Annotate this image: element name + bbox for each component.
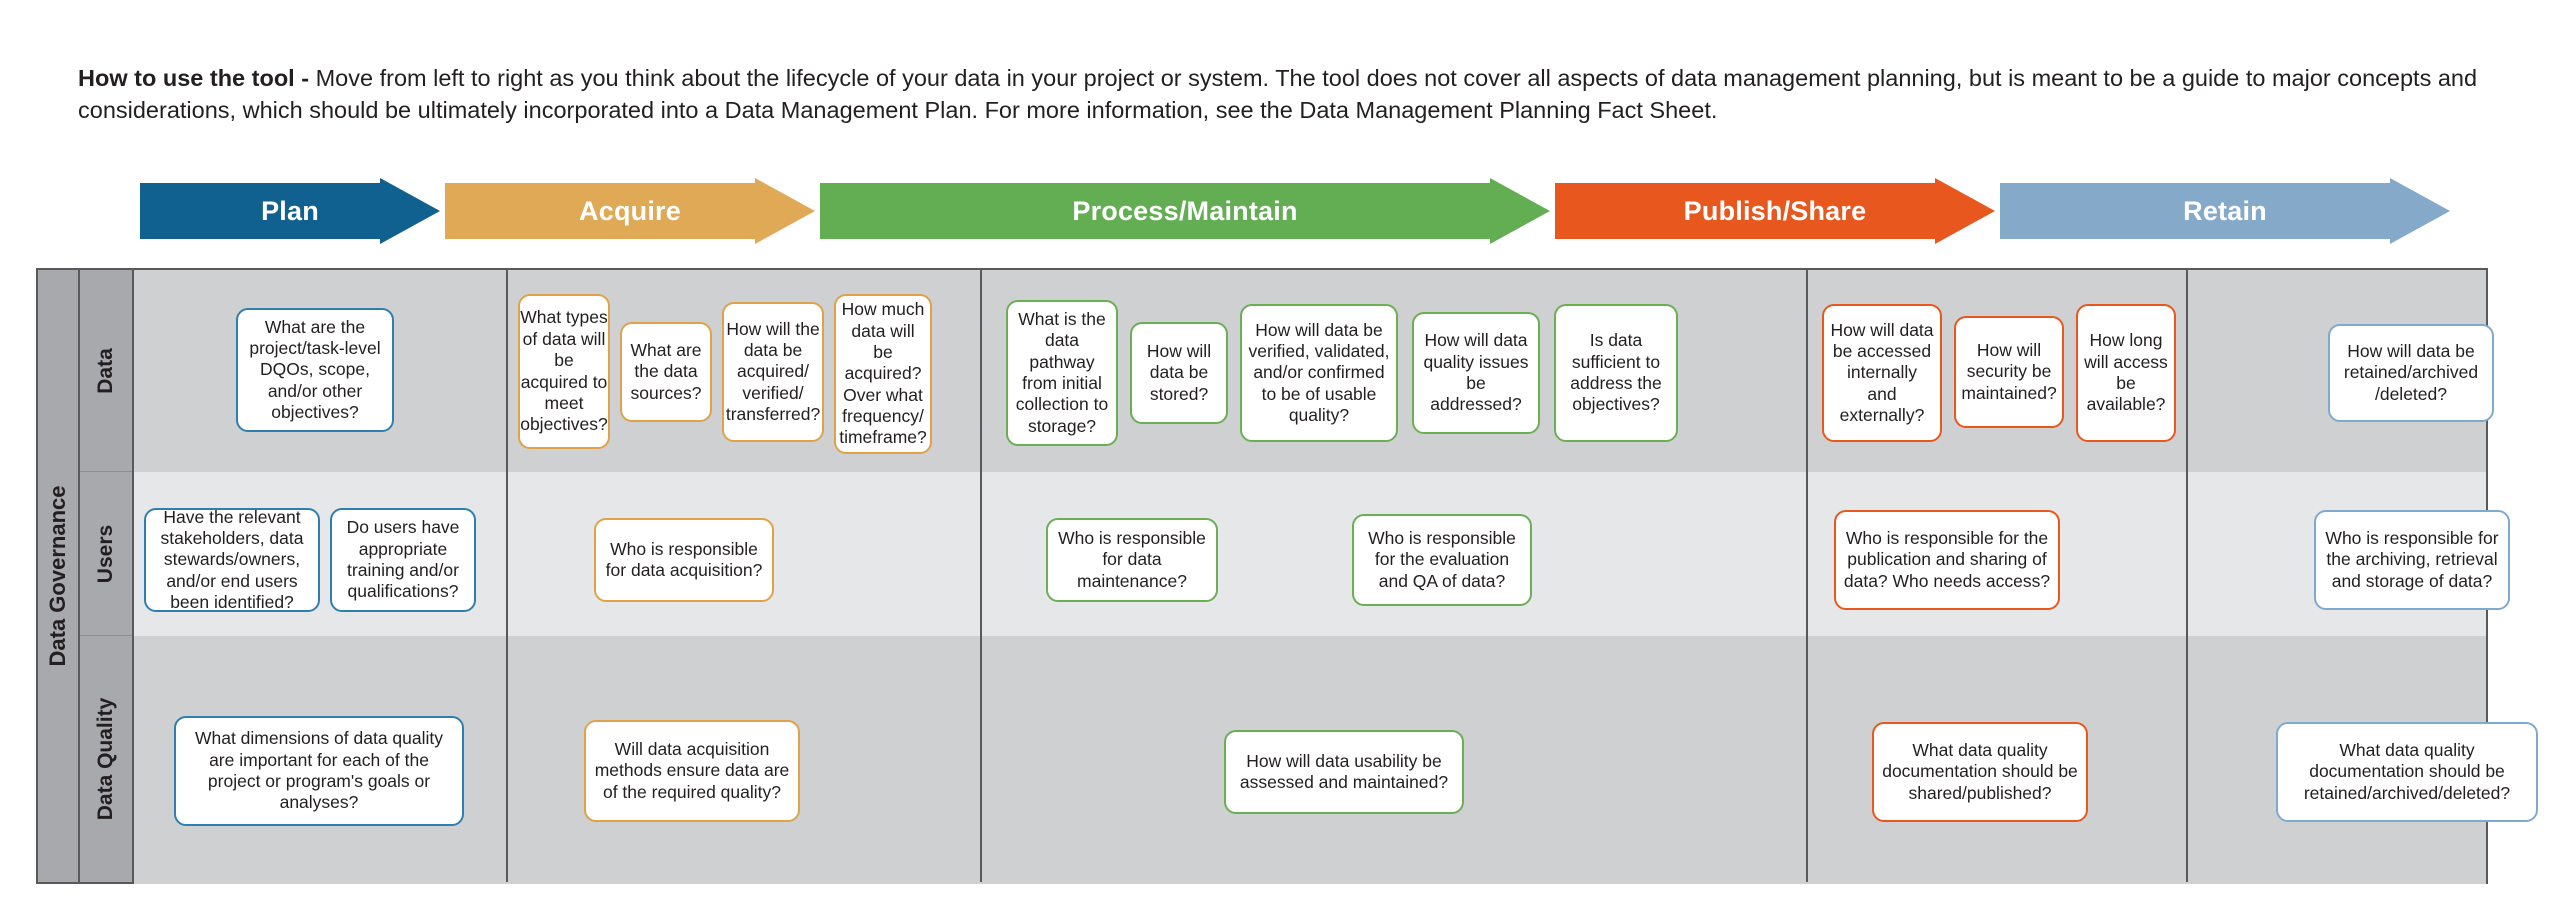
card-text: Who is responsible for the archiving, retrieval and storage of data? (2325, 527, 2499, 591)
question-cards (134, 270, 2511, 882)
axis-label-data-governance (38, 270, 80, 882)
card-data-process-3[interactable] (1240, 304, 1398, 442)
card-text: What types of data will be acquired to meet objectives? (520, 307, 608, 435)
card-text: How will data usability be assessed and maintained? (1239, 750, 1449, 792)
arrow-head (380, 178, 440, 244)
card-text: Who is responsible for data maintenance? (1058, 527, 1206, 591)
card-data-publish-2[interactable] (1954, 316, 2064, 428)
lifecycle-matrix (36, 268, 2511, 884)
card-data-acquire-1[interactable] (518, 294, 610, 449)
card-text: Who is responsible for the publication and sharing of data? Who needs access? (1843, 527, 2051, 591)
card-data-retain-1[interactable] (2328, 324, 2494, 422)
card-quality-acquire-1[interactable] (584, 720, 800, 822)
card-data-process-4[interactable] (1412, 312, 1540, 434)
card-text: Who is responsible for data acquisition? (605, 538, 763, 580)
card-data-process-2[interactable] (1130, 322, 1228, 424)
row-label-column (80, 270, 134, 882)
card-text: How will data quality issues be addressed? (1423, 330, 1529, 415)
arrow-head (755, 178, 815, 244)
intro-text: Move from left to right as you think about the lifecycle of your data in your project or system. The tool does not cover all aspects of data management planning, but is meant to be a guide to major concepts and considerations, which should be ultimately incorporated into a Data Management Plan. For more information, see the Data Management Planning Fact Sheet. (78, 65, 2478, 124)
card-text: What is the data pathway from initial collection to storage? (1015, 308, 1109, 436)
phase-label-retain: Retain (2183, 195, 2267, 226)
row-label-data-quality-text: Data Quality (94, 697, 117, 821)
card-data-plan-1[interactable] (236, 308, 394, 432)
card-data-publish-1[interactable] (1822, 304, 1942, 442)
card-text: How will the data be acquired/ verified/ transferred? (725, 318, 821, 425)
card-text: What data quality documentation should be shared/published? (1882, 739, 2078, 803)
phase-label-acquire: Acquire (579, 195, 681, 226)
phase-label-publish: Publish/Share (1683, 195, 1867, 226)
card-users-process-1[interactable] (1046, 518, 1218, 602)
phase-label-process: Process/Maintain (1072, 195, 1298, 226)
card-text: What are the data sources? (630, 339, 702, 403)
phase-arrow-publish (1555, 183, 1995, 239)
card-text: How will data be stored? (1146, 340, 1212, 404)
card-data-process-5[interactable] (1554, 304, 1678, 442)
card-text: How will data be retained/archived /deleted? (2343, 340, 2479, 404)
card-data-publish-3[interactable] (2076, 304, 2176, 442)
card-data-acquire-2[interactable] (620, 322, 712, 422)
arrow-head (1490, 178, 1550, 244)
card-text: How will data be verified, validated, and/or confirmed to be of usable quality? (1248, 319, 1390, 426)
phase-arrow-retain (2000, 183, 2450, 239)
intro-lead: How to use the tool - (78, 65, 316, 91)
card-users-acquire-1[interactable] (594, 518, 774, 602)
arrow-head (2390, 178, 2450, 244)
card-data-process-1[interactable] (1006, 300, 1118, 446)
card-text: What dimensions of data quality are important for each of the project or program's goals or analyses? (194, 728, 444, 813)
intro-paragraph (78, 62, 2488, 127)
card-quality-retain-1[interactable] (2276, 722, 2538, 822)
card-text: Is data sufficient to address the objectives? (1570, 330, 1662, 415)
card-text: What data quality documentation should be retained/archived/deleted? (2303, 739, 2511, 803)
card-users-process-2[interactable] (1352, 514, 1532, 606)
card-users-retain-1[interactable] (2314, 510, 2510, 610)
arrow-head (1935, 178, 1995, 244)
card-text: How much data will be acquired? Over what frequency/ timeframe? (839, 299, 927, 448)
phase-arrow-process (820, 183, 1550, 239)
card-users-plan-1[interactable] (144, 508, 320, 612)
axis-label-text: Data Governance (45, 485, 70, 667)
phase-label-plan: Plan (261, 195, 319, 226)
card-text: How long will access be available? (2084, 330, 2168, 415)
row-label-data (80, 270, 132, 472)
card-text: How will data be accessed internally and externally? (1830, 319, 1934, 426)
card-data-acquire-4[interactable] (834, 294, 932, 454)
phase-arrow-acquire (445, 183, 815, 239)
row-label-data-quality (80, 636, 132, 882)
phase-arrow-plan (140, 183, 440, 239)
row-label-users (80, 472, 132, 636)
arrow-body (140, 183, 380, 239)
row-label-data-text: Data (94, 347, 117, 394)
card-text: Will data acquisition methods ensure data are of the required quality? (594, 738, 790, 802)
card-quality-plan-1[interactable] (174, 716, 464, 826)
card-users-publish-1[interactable] (1834, 510, 2060, 610)
card-users-plan-2[interactable] (330, 508, 476, 612)
card-text: Who is responsible for the evaluation and QA of data? (1368, 527, 1516, 591)
card-text: Do users have appropriate training and/or qualifications? (346, 517, 460, 602)
lifecycle-arrow-band (140, 183, 2510, 239)
matrix-grid (134, 270, 2511, 882)
card-data-acquire-3[interactable] (722, 302, 824, 442)
card-quality-publish-1[interactable] (1872, 722, 2088, 822)
card-quality-process-1[interactable] (1224, 730, 1464, 814)
card-text: Have the relevant stakeholders, data stewards/owners, and/or end users been identified? (160, 506, 304, 613)
card-text: What are the project/task-level DQOs, scope, and/or other objectives? (249, 316, 381, 423)
row-label-users-text: Users (94, 524, 117, 583)
card-text: How will security be maintained? (1961, 339, 2057, 403)
